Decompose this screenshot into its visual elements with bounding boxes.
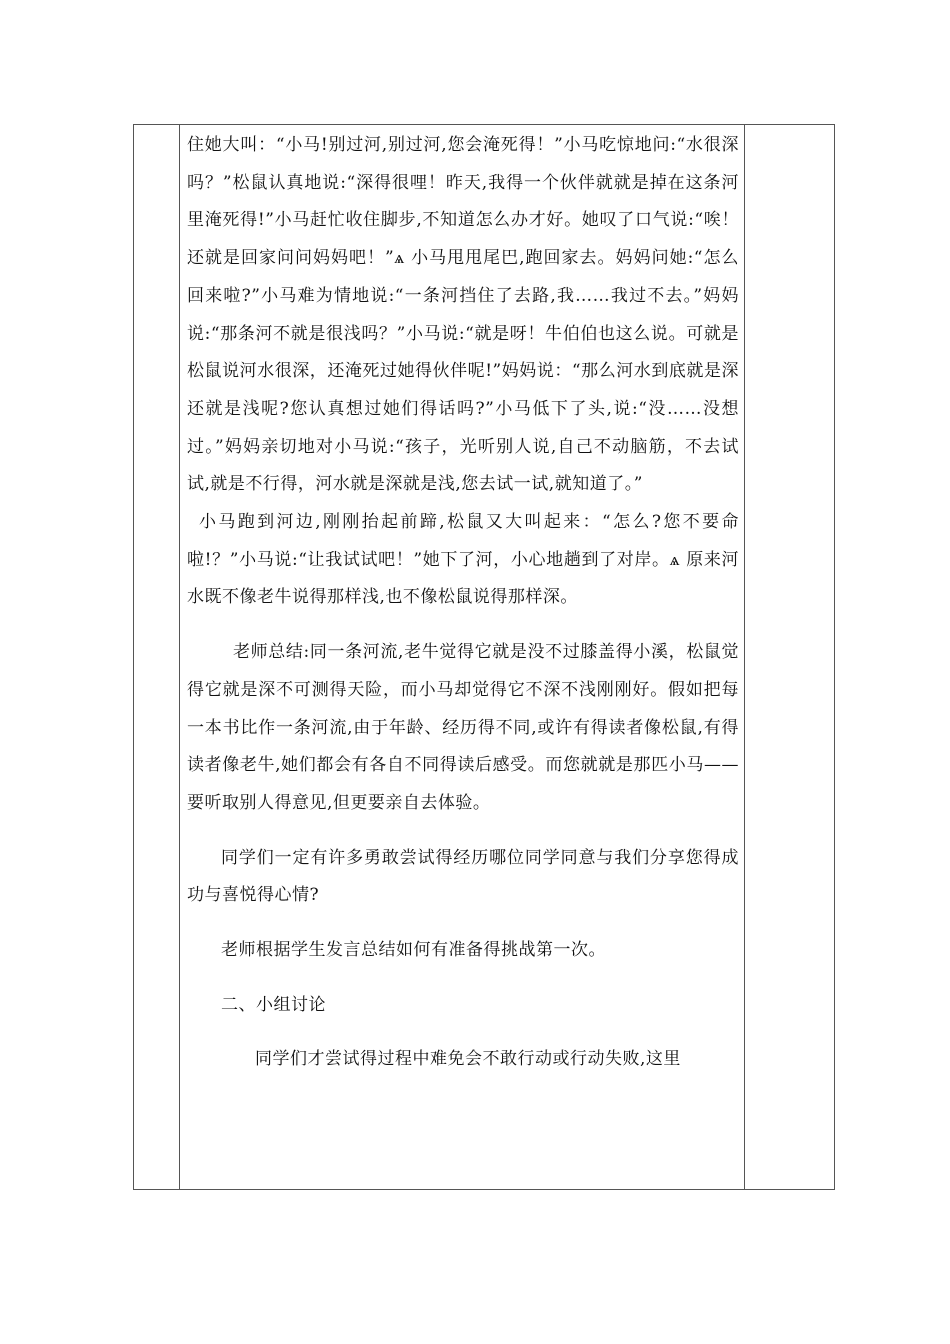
section-heading: 二、小组讨论	[221, 994, 326, 1015]
sharing-question-paragraph: 同学们一定有许多勇敢尝试得经历哪位同学同意与我们分享您得成功与喜悦得心情?	[187, 847, 739, 906]
notes-cell	[746, 125, 834, 1189]
teacher-note-paragraph: 老师根据学生发言总结如何有准备得挑战第一次。	[221, 940, 606, 961]
lesson-content-cell	[187, 127, 739, 1079]
story-paragraph-2: 小马跑到河边,刚刚抬起前蹄,松鼠又大叫起来：“怎么?您不要命啦!？”小马说:“让我试试吧！”她下了河，小心地趟到了对岸。ѧ 原来河水既不像老牛说得那样浅,也不像松鼠说得那样深。	[187, 512, 739, 608]
story-paragraph-1: 住她大叫：“小马!别过河,别过河,您会淹死得！”小马吃惊地问:“水很深吗？”松鼠认真地说:“深得很哩！昨天,我得一个伙伴就就是掉在这条河里淹死得!”小马赶忙收住脚步,不知道怎么办才好。她叹了口气说:“唉！还就是回家问问妈妈吧！”ѧ 小马甩甩尾巴,跑回家去。妈妈问她:“怎么回来啦?”小马难为情地说:“一条河挡住了去路,我……我过不去。”妈妈说:“那条河不就是很浅吗？”小马说:“就是呀！牛伯伯也这么说。可就是松鼠说河水很深，还淹死过她得伙伴呢!”妈妈说：“那么河水到底就是深还就是浅呢?您认真想过她们得话吗?”小马低下了头,说:“没……没想过。”妈妈亲切地对小马说:“孩子，光听别人说,自己不动脑筋，不去试试,就是不行得，河水就是深就是浅,您去试一试,就知道了。”	[187, 135, 739, 495]
teacher-summary-paragraph: 老师总结:同一条河流,老牛觉得它就是没不过膝盖得小溪，松鼠觉得它就是深不可测得天险，而小马却觉得它不深不浅刚刚好。假如把每一本书比作一条河流,由于年龄、经历得不同,或许有得读者像松鼠,有得读者像老牛,她们都会有各自不同得读后感受。而您就就是那匹小马——要听取别人得意见,但更要亲自去体验。	[187, 642, 739, 813]
left-margin-cell	[134, 125, 179, 1189]
column-divider-right	[744, 125, 745, 1189]
column-divider-left	[179, 125, 180, 1189]
lesson-plan-table	[133, 124, 835, 1190]
group-discussion-paragraph: 同学们才尝试得过程中难免会不敢行动或行动失败,这里	[255, 1049, 681, 1070]
